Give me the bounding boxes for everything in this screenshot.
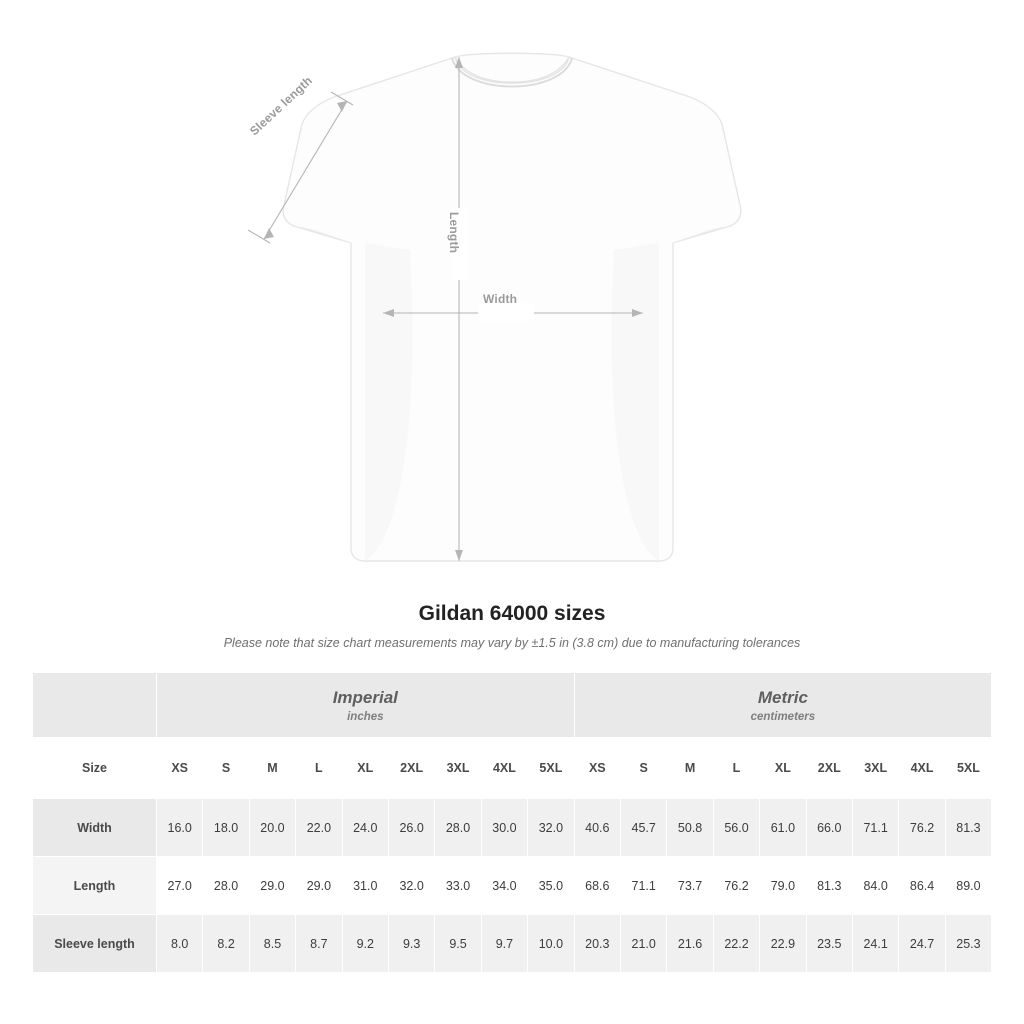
table-cell: 22.0 bbox=[296, 799, 342, 857]
table-cell: 76.2 bbox=[899, 799, 945, 857]
size-header-cell: XS bbox=[157, 738, 203, 799]
table-cell: 8.5 bbox=[249, 915, 295, 973]
row-label-sleeve-length: Sleeve length bbox=[33, 915, 157, 973]
sleeve-length-label: Sleeve length bbox=[247, 73, 316, 139]
group-header-imperial-title: Imperial bbox=[332, 687, 398, 707]
table-cell: 81.3 bbox=[806, 857, 852, 915]
size-header-cell: XL bbox=[342, 738, 388, 799]
table-cell: 27.0 bbox=[157, 857, 203, 915]
tolerance-note: Please note that size chart measurements may vary by ±1.5 in (3.8 cm) due to manufacturing tolerances bbox=[223, 636, 801, 650]
table-cell: 71.1 bbox=[621, 857, 667, 915]
table-cell: 9.5 bbox=[435, 915, 481, 973]
size-header-cell: 5XL bbox=[945, 738, 991, 799]
length-label: Length bbox=[447, 212, 461, 254]
table-row bbox=[33, 915, 992, 973]
size-header-cell: L bbox=[296, 738, 342, 799]
table-cell: 45.7 bbox=[621, 799, 667, 857]
table-cell: 33.0 bbox=[435, 857, 481, 915]
table-cell: 9.2 bbox=[342, 915, 388, 973]
table-cell: 31.0 bbox=[342, 857, 388, 915]
table-cell: 61.0 bbox=[760, 799, 806, 857]
row-label-width: Width bbox=[33, 799, 157, 857]
table-cell: 34.0 bbox=[481, 857, 527, 915]
table-cell: 56.0 bbox=[713, 799, 759, 857]
table-cell: 28.0 bbox=[435, 799, 481, 857]
size-header-cell: XS bbox=[574, 738, 620, 799]
table-cell: 24.1 bbox=[852, 915, 898, 973]
page-title: Gildan 64000 sizes bbox=[418, 602, 606, 625]
chart-header bbox=[0, 602, 1024, 650]
table-cell: 21.0 bbox=[621, 915, 667, 973]
size-header-row bbox=[33, 738, 992, 799]
table-row bbox=[33, 857, 992, 915]
table-cell: 50.8 bbox=[667, 799, 713, 857]
table-cell: 29.0 bbox=[296, 857, 342, 915]
table-cell: 40.6 bbox=[574, 799, 620, 857]
size-header-cell: 3XL bbox=[435, 738, 481, 799]
group-header-imperial bbox=[157, 673, 575, 738]
table-cell: 9.3 bbox=[388, 915, 434, 973]
size-header-cell: S bbox=[203, 738, 249, 799]
table-cell: 8.0 bbox=[157, 915, 203, 973]
size-header-cell: 2XL bbox=[806, 738, 852, 799]
table-cell: 22.2 bbox=[713, 915, 759, 973]
group-header-imperial-units: inches bbox=[347, 711, 384, 724]
table-cell: 86.4 bbox=[899, 857, 945, 915]
size-header-label: Size bbox=[33, 738, 157, 799]
group-header-metric-title: Metric bbox=[757, 687, 808, 707]
table-cell: 73.7 bbox=[667, 857, 713, 915]
table-cell: 22.9 bbox=[760, 915, 806, 973]
table-cell: 28.0 bbox=[203, 857, 249, 915]
table-cell: 35.0 bbox=[528, 857, 575, 915]
table-cell: 32.0 bbox=[388, 857, 434, 915]
size-header-cell: XL bbox=[760, 738, 806, 799]
size-header-cell: 4XL bbox=[481, 738, 527, 799]
size-header-cell: L bbox=[713, 738, 759, 799]
width-label: Width bbox=[483, 292, 518, 306]
group-header-metric bbox=[574, 673, 992, 738]
table-cell: 23.5 bbox=[806, 915, 852, 973]
table-cell: 20.3 bbox=[574, 915, 620, 973]
table-cell: 8.2 bbox=[203, 915, 249, 973]
table-cell: 20.0 bbox=[249, 799, 295, 857]
table-cell: 89.0 bbox=[945, 857, 991, 915]
table-row bbox=[33, 799, 992, 857]
size-header-cell: M bbox=[249, 738, 295, 799]
size-chart-table-wrapper bbox=[32, 672, 992, 973]
table-cell: 79.0 bbox=[760, 857, 806, 915]
size-header-cell: 3XL bbox=[852, 738, 898, 799]
table-cell: 24.0 bbox=[342, 799, 388, 857]
row-label-length: Length bbox=[33, 857, 157, 915]
table-cell: 84.0 bbox=[852, 857, 898, 915]
table-cell: 26.0 bbox=[388, 799, 434, 857]
table-cell: 68.6 bbox=[574, 857, 620, 915]
table-cell: 8.7 bbox=[296, 915, 342, 973]
table-cell: 9.7 bbox=[481, 915, 527, 973]
table-cell: 25.3 bbox=[945, 915, 991, 973]
table-cell: 71.1 bbox=[852, 799, 898, 857]
size-header-cell: S bbox=[621, 738, 667, 799]
table-cell: 24.7 bbox=[899, 915, 945, 973]
size-chart-table bbox=[32, 672, 992, 973]
size-header-cell: M bbox=[667, 738, 713, 799]
table-cell: 18.0 bbox=[203, 799, 249, 857]
size-header-cell: 2XL bbox=[388, 738, 434, 799]
table-cell: 29.0 bbox=[249, 857, 295, 915]
table-cell: 66.0 bbox=[806, 799, 852, 857]
size-header-cell: 5XL bbox=[528, 738, 575, 799]
table-cell: 30.0 bbox=[481, 799, 527, 857]
table-cell: 21.6 bbox=[667, 915, 713, 973]
table-cell: 76.2 bbox=[713, 857, 759, 915]
group-header-spacer bbox=[33, 673, 157, 738]
table-cell: 10.0 bbox=[528, 915, 575, 973]
table-cell: 81.3 bbox=[945, 799, 991, 857]
unit-group-header-row bbox=[33, 673, 992, 738]
table-cell: 16.0 bbox=[157, 799, 203, 857]
group-header-metric-units: centimeters bbox=[750, 711, 816, 724]
size-header-cell: 4XL bbox=[899, 738, 945, 799]
table-cell: 32.0 bbox=[528, 799, 575, 857]
